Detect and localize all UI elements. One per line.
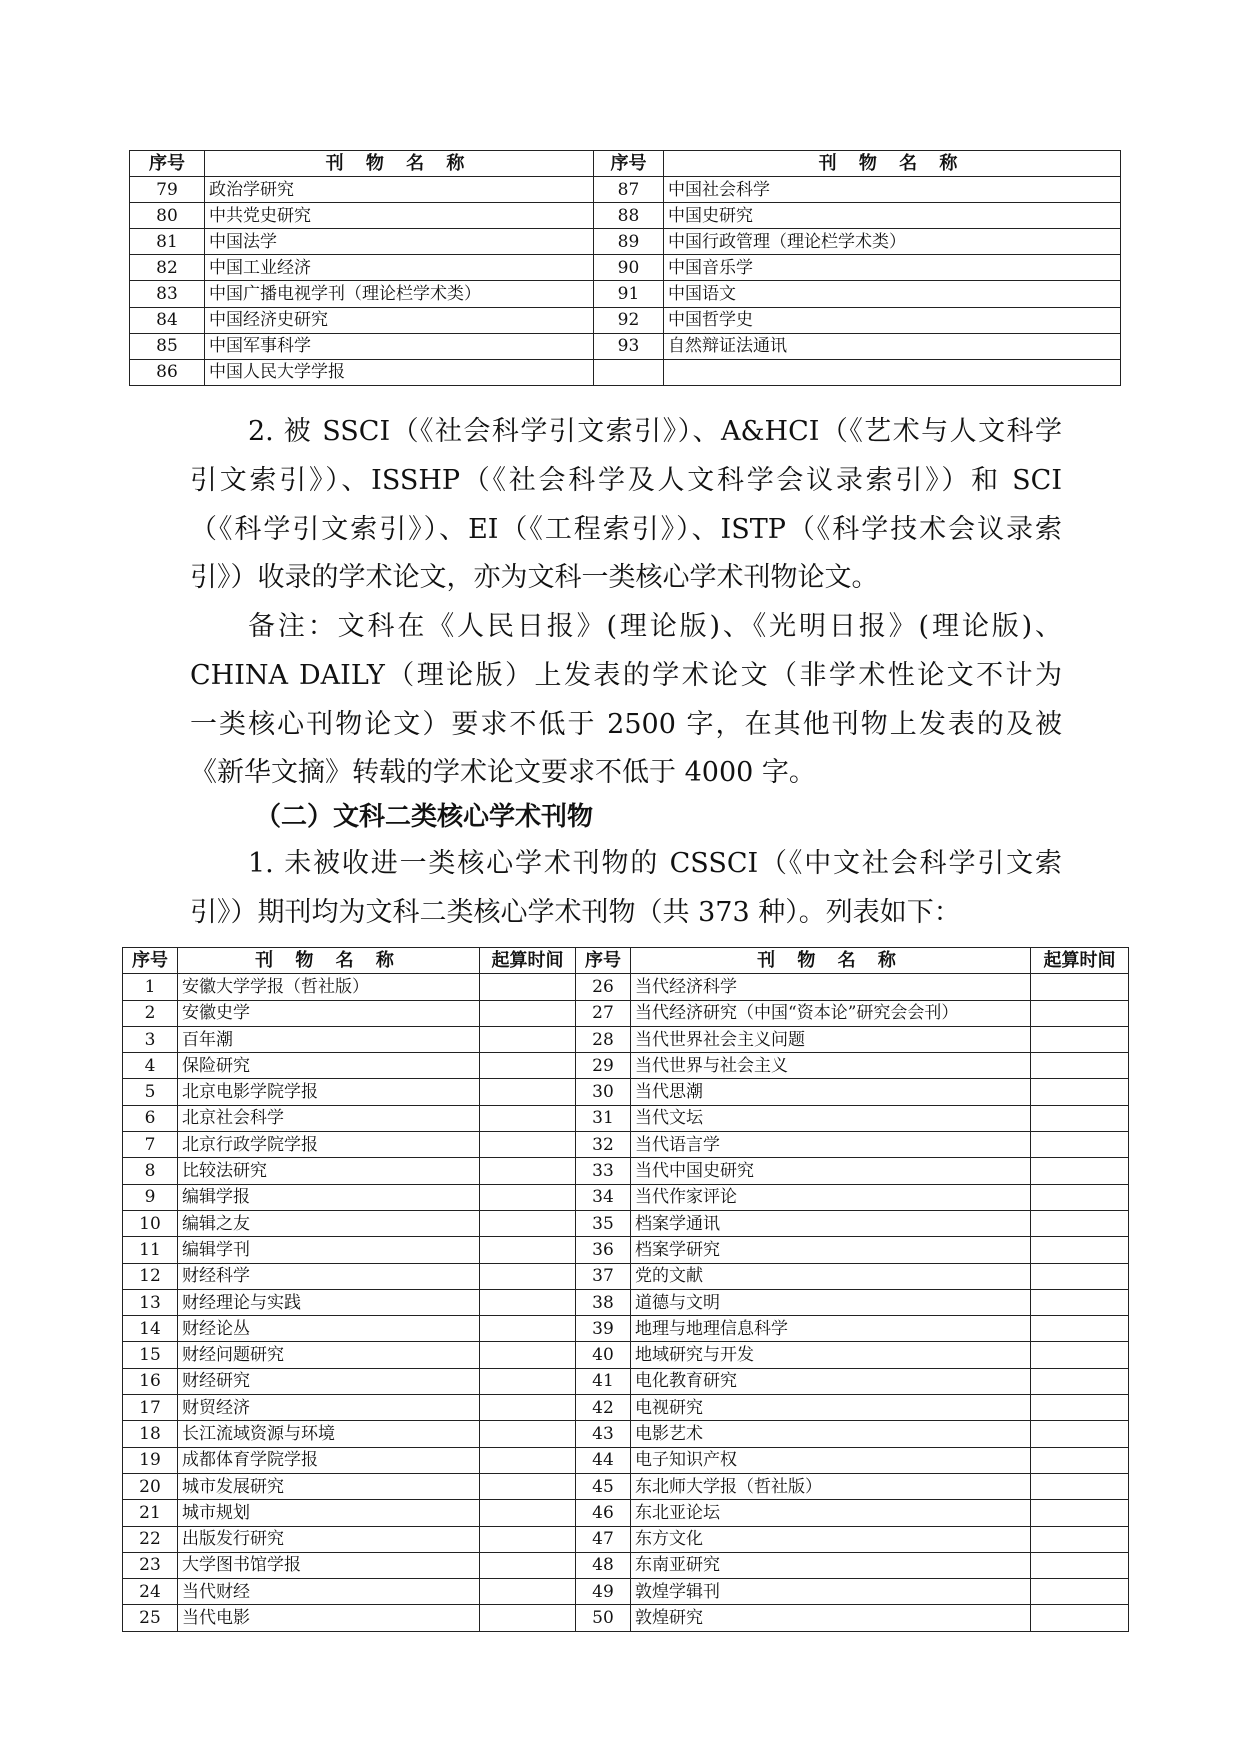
table-row — [123, 1368, 1129, 1394]
table-row — [130, 333, 1121, 359]
table-row — [123, 1316, 1129, 1342]
index-cell: 38 — [576, 1289, 631, 1315]
start-time-cell — [480, 974, 576, 1000]
journal-name-cell: 当代世界社会主义问题 — [631, 1026, 1031, 1052]
journal-name-cell: 北京行政学院学报 — [178, 1132, 480, 1158]
journal-name-cell: 东北师大学报（哲社版） — [631, 1473, 1031, 1499]
index-cell: 32 — [576, 1132, 631, 1158]
journal-name-cell — [664, 359, 1121, 385]
journal-name-cell: 城市发展研究 — [178, 1473, 480, 1499]
journal-name-cell: 财经理论与实践 — [178, 1289, 480, 1315]
journal-name-cell: 东北亚论坛 — [631, 1500, 1031, 1526]
journal-name-cell: 中国工业经济 — [205, 255, 594, 281]
journal-name-cell: 中国军事科学 — [205, 333, 594, 359]
index-cell: 28 — [576, 1026, 631, 1052]
start-time-cell — [480, 1132, 576, 1158]
start-time-cell — [480, 1552, 576, 1578]
start-time-cell — [1031, 974, 1129, 1000]
col-header-start-time: 起算时间 — [480, 948, 576, 974]
journal-name-cell: 编辑学刊 — [178, 1237, 480, 1263]
journal-name-cell: 中国社会科学 — [664, 177, 1121, 203]
index-cell: 86 — [130, 359, 205, 385]
journal-name-cell: 财经问题研究 — [178, 1342, 480, 1368]
journal-name-cell: 中国哲学史 — [664, 307, 1121, 333]
start-time-cell — [480, 1000, 576, 1026]
start-time-cell — [480, 1053, 576, 1079]
table-row — [123, 1132, 1129, 1158]
table-row — [123, 1421, 1129, 1447]
index-cell: 25 — [123, 1605, 178, 1631]
start-time-cell — [480, 1368, 576, 1394]
index-cell: 31 — [576, 1105, 631, 1131]
table-row — [130, 255, 1121, 281]
journal-name-cell: 比较法研究 — [178, 1158, 480, 1184]
index-cell: 81 — [130, 229, 205, 255]
start-time-cell — [1031, 1395, 1129, 1421]
index-cell: 1 — [123, 974, 178, 1000]
index-cell: 12 — [123, 1263, 178, 1289]
col-header-journal-name: 刊 物 名 称 — [631, 948, 1031, 974]
journal-name-cell: 中国史研究 — [664, 203, 1121, 229]
journal-name-cell: 财经科学 — [178, 1263, 480, 1289]
start-time-cell — [480, 1526, 576, 1552]
index-cell: 5 — [123, 1079, 178, 1105]
journal-name-cell: 当代经济科学 — [631, 974, 1031, 1000]
start-time-cell — [1031, 1473, 1129, 1499]
index-cell: 18 — [123, 1421, 178, 1447]
start-time-cell — [1031, 1526, 1129, 1552]
index-cell: 13 — [123, 1289, 178, 1315]
start-time-cell — [480, 1158, 576, 1184]
start-time-cell — [480, 1500, 576, 1526]
start-time-cell — [1031, 1500, 1129, 1526]
start-time-cell — [1031, 1447, 1129, 1473]
journal-name-cell: 中国语文 — [664, 281, 1121, 307]
index-cell: 43 — [576, 1421, 631, 1447]
paragraph-indexed-papers — [190, 408, 1062, 603]
journal-name-cell: 敦煌研究 — [631, 1605, 1031, 1631]
table-row — [123, 1473, 1129, 1499]
journal-name-cell: 财经研究 — [178, 1368, 480, 1394]
start-time-cell — [1031, 1263, 1129, 1289]
start-time-cell — [480, 1184, 576, 1210]
journal-name-cell: 财贸经济 — [178, 1395, 480, 1421]
journal-name-cell: 党的文献 — [631, 1263, 1031, 1289]
journal-name-cell: 中国行政管理（理论栏学术类） — [664, 229, 1121, 255]
index-cell: 26 — [576, 974, 631, 1000]
journal-name-cell: 电子知识产权 — [631, 1447, 1031, 1473]
table-row — [123, 1395, 1129, 1421]
start-time-cell — [1031, 1421, 1129, 1447]
start-time-cell — [1031, 1184, 1129, 1210]
index-cell: 49 — [576, 1579, 631, 1605]
journal-name-cell: 北京电影学院学报 — [178, 1079, 480, 1105]
paragraph-note — [190, 603, 1062, 798]
index-cell: 3 — [123, 1026, 178, 1052]
journal-name-cell: 东方文化 — [631, 1526, 1031, 1552]
journal-name-cell: 保险研究 — [178, 1053, 480, 1079]
index-cell: 88 — [594, 203, 664, 229]
journal-name-cell: 编辑之友 — [178, 1210, 480, 1236]
index-cell: 90 — [594, 255, 664, 281]
col-header-start-time: 起算时间 — [1031, 948, 1129, 974]
table-header-row — [130, 151, 1121, 177]
col-header-index: 序号 — [576, 948, 631, 974]
index-cell: 19 — [123, 1447, 178, 1473]
index-cell: 17 — [123, 1395, 178, 1421]
table-row — [123, 1263, 1129, 1289]
index-cell: 35 — [576, 1210, 631, 1236]
table-row — [123, 1237, 1129, 1263]
journal-name-cell: 东南亚研究 — [631, 1552, 1031, 1578]
journal-name-cell: 当代语言学 — [631, 1132, 1031, 1158]
index-cell: 37 — [576, 1263, 631, 1289]
table-row — [130, 281, 1121, 307]
paragraph-line: 《新华文摘》转载的学术论文要求不低于 4000 字。 — [190, 757, 816, 789]
index-cell: 40 — [576, 1342, 631, 1368]
paragraph-line: 1. 未被收进一类核心学术刊物的 CSSCI（《中文社会科学引文索 — [248, 848, 1062, 879]
index-cell: 93 — [594, 333, 664, 359]
col-header-journal-name: 刊 物 名 称 — [205, 151, 594, 177]
table-row — [123, 1053, 1129, 1079]
col-header-journal-name: 刊 物 名 称 — [664, 151, 1121, 177]
journal-name-cell: 当代思潮 — [631, 1079, 1031, 1105]
table-row — [123, 1105, 1129, 1131]
index-cell: 44 — [576, 1447, 631, 1473]
start-time-cell — [1031, 1552, 1129, 1578]
paragraph-line: 备注：文科在《人民日报》(理论版)、《光明日报》(理论版)、 — [248, 611, 1062, 642]
index-cell: 34 — [576, 1184, 631, 1210]
start-time-cell — [480, 1342, 576, 1368]
journal-name-cell: 地域研究与开发 — [631, 1342, 1031, 1368]
journal-table-top — [129, 150, 1121, 386]
table-row — [123, 1552, 1129, 1578]
start-time-cell — [480, 1289, 576, 1315]
journal-name-cell: 安徽史学 — [178, 1000, 480, 1026]
journal-name-cell: 道德与文明 — [631, 1289, 1031, 1315]
journal-name-cell: 自然辩证法通讯 — [664, 333, 1121, 359]
start-time-cell — [1031, 1237, 1129, 1263]
table-row — [130, 203, 1121, 229]
table-row — [130, 359, 1121, 385]
table-row — [130, 229, 1121, 255]
start-time-cell — [480, 1263, 576, 1289]
index-cell: 91 — [594, 281, 664, 307]
start-time-cell — [1031, 1026, 1129, 1052]
index-cell: 16 — [123, 1368, 178, 1394]
journal-name-cell: 当代文坛 — [631, 1105, 1031, 1131]
table-body — [130, 177, 1121, 386]
index-cell: 50 — [576, 1605, 631, 1631]
journal-name-cell: 财经论丛 — [178, 1316, 480, 1342]
start-time-cell — [480, 1210, 576, 1236]
journal-name-cell: 安徽大学学报（哲社版） — [178, 974, 480, 1000]
journal-name-cell: 政治学研究 — [205, 177, 594, 203]
start-time-cell — [1031, 1368, 1129, 1394]
journal-name-cell: 当代世界与社会主义 — [631, 1053, 1031, 1079]
start-time-cell — [480, 1579, 576, 1605]
paragraph-line: 一类核心刊物论文）要求不低于 2500 字，在其他刊物上发表的及被 — [190, 708, 1062, 740]
journal-name-cell: 电视研究 — [631, 1395, 1031, 1421]
table-body — [123, 974, 1129, 1631]
start-time-cell — [1031, 1105, 1129, 1131]
table-row — [123, 974, 1129, 1000]
col-header-index: 序号 — [130, 151, 205, 177]
index-cell: 29 — [576, 1053, 631, 1079]
index-cell: 11 — [123, 1237, 178, 1263]
table-row — [123, 1605, 1129, 1631]
journal-name-cell: 档案学研究 — [631, 1237, 1031, 1263]
start-time-cell — [480, 1605, 576, 1631]
start-time-cell — [480, 1026, 576, 1052]
table-row — [123, 1500, 1129, 1526]
table-row — [123, 1026, 1129, 1052]
table-row — [123, 1079, 1129, 1105]
index-cell: 82 — [130, 255, 205, 281]
index-cell: 9 — [123, 1184, 178, 1210]
index-cell: 79 — [130, 177, 205, 203]
col-header-index: 序号 — [594, 151, 664, 177]
start-time-cell — [480, 1237, 576, 1263]
start-time-cell — [1031, 1605, 1129, 1631]
start-time-cell — [480, 1316, 576, 1342]
index-cell: 41 — [576, 1368, 631, 1394]
index-cell: 39 — [576, 1316, 631, 1342]
journal-name-cell: 长江流域资源与环境 — [178, 1421, 480, 1447]
journal-name-cell: 城市规划 — [178, 1500, 480, 1526]
index-cell: 45 — [576, 1473, 631, 1499]
paragraph-cssci — [190, 840, 1062, 938]
table-row — [123, 1184, 1129, 1210]
start-time-cell — [480, 1105, 576, 1131]
journal-name-cell: 电影艺术 — [631, 1421, 1031, 1447]
journal-name-cell: 敦煌学辑刊 — [631, 1579, 1031, 1605]
journal-table-bottom — [122, 947, 1129, 1632]
journal-name-cell: 档案学通讯 — [631, 1210, 1031, 1236]
index-cell: 2 — [123, 1000, 178, 1026]
index-cell: 89 — [594, 229, 664, 255]
journal-name-cell: 大学图书馆学报 — [178, 1552, 480, 1578]
index-cell: 92 — [594, 307, 664, 333]
paragraph-line: （《科学引文索引》）、EI（《工程索引》）、ISTP（《科学技术会议录索 — [190, 513, 1062, 545]
journal-name-cell: 北京社会科学 — [178, 1105, 480, 1131]
journal-name-cell: 当代中国史研究 — [631, 1158, 1031, 1184]
col-header-index: 序号 — [123, 948, 178, 974]
journal-name-cell: 中国广播电视学刊（理论栏学术类） — [205, 281, 594, 307]
table-row — [123, 1289, 1129, 1315]
journal-name-cell: 中国法学 — [205, 229, 594, 255]
index-cell: 8 — [123, 1158, 178, 1184]
paragraph-line: 2. 被 SSCI（《社会科学引文索引》）、A&HCI（《艺术与人文科学 — [248, 416, 1062, 447]
index-cell: 24 — [123, 1579, 178, 1605]
index-cell: 80 — [130, 203, 205, 229]
journal-name-cell: 中国人民大学学报 — [205, 359, 594, 385]
start-time-cell — [1031, 1158, 1129, 1184]
journal-name-cell: 中共党史研究 — [205, 203, 594, 229]
index-cell: 33 — [576, 1158, 631, 1184]
index-cell: 15 — [123, 1342, 178, 1368]
index-cell: 30 — [576, 1079, 631, 1105]
index-cell: 84 — [130, 307, 205, 333]
index-cell: 85 — [130, 333, 205, 359]
start-time-cell — [480, 1421, 576, 1447]
journal-name-cell: 当代作家评论 — [631, 1184, 1031, 1210]
journal-name-cell: 电化教育研究 — [631, 1368, 1031, 1394]
journal-name-cell: 中国音乐学 — [664, 255, 1121, 281]
start-time-cell — [480, 1395, 576, 1421]
table-row — [123, 1579, 1129, 1605]
table-row — [123, 1526, 1129, 1552]
start-time-cell — [1031, 1000, 1129, 1026]
journal-name-cell: 当代财经 — [178, 1579, 480, 1605]
table-row — [130, 307, 1121, 333]
index-cell: 36 — [576, 1237, 631, 1263]
index-cell: 22 — [123, 1526, 178, 1552]
journal-name-cell: 地理与地理信息科学 — [631, 1316, 1031, 1342]
index-cell: 10 — [123, 1210, 178, 1236]
paragraph-line: 引文索引》）、ISSHP（《社会科学及人文科学会议录索引》）和 SCI — [190, 464, 1062, 496]
table-row — [123, 1000, 1129, 1026]
table-header-row — [123, 948, 1129, 974]
table-row — [123, 1210, 1129, 1236]
start-time-cell — [480, 1447, 576, 1473]
start-time-cell — [1031, 1053, 1129, 1079]
start-time-cell — [1031, 1210, 1129, 1236]
index-cell: 48 — [576, 1552, 631, 1578]
start-time-cell — [1031, 1132, 1129, 1158]
journal-name-cell: 出版发行研究 — [178, 1526, 480, 1552]
index-cell: 6 — [123, 1105, 178, 1131]
index-cell: 27 — [576, 1000, 631, 1026]
index-cell: 42 — [576, 1395, 631, 1421]
start-time-cell — [1031, 1342, 1129, 1368]
index-cell: 83 — [130, 281, 205, 307]
paragraph-line: 引》）期刊均为文科二类核心学术刊物（共 373 种）。列表如下： — [190, 896, 961, 928]
index-cell: 23 — [123, 1552, 178, 1578]
section-heading: （二）文科二类核心学术刊物 — [255, 802, 594, 832]
start-time-cell — [1031, 1579, 1129, 1605]
start-time-cell — [1031, 1079, 1129, 1105]
table-row — [123, 1342, 1129, 1368]
table-row — [123, 1447, 1129, 1473]
journal-name-cell: 百年潮 — [178, 1026, 480, 1052]
table-row — [123, 1158, 1129, 1184]
start-time-cell — [480, 1473, 576, 1499]
index-cell — [594, 359, 664, 385]
start-time-cell — [1031, 1289, 1129, 1315]
col-header-journal-name: 刊 物 名 称 — [178, 948, 480, 974]
index-cell: 20 — [123, 1473, 178, 1499]
index-cell: 46 — [576, 1500, 631, 1526]
paragraph-line: CHINA DAILY（理论版）上发表的学术论文（非学术性论文不计为 — [190, 659, 1062, 691]
paragraph-line: 引》）收录的学术论文，亦为文科一类核心学术刊物论文。 — [190, 562, 879, 594]
index-cell: 14 — [123, 1316, 178, 1342]
index-cell: 87 — [594, 177, 664, 203]
start-time-cell — [480, 1079, 576, 1105]
journal-name-cell: 当代经济研究（中国“资本论”研究会会刊） — [631, 1000, 1031, 1026]
start-time-cell — [1031, 1316, 1129, 1342]
journal-name-cell: 中国经济史研究 — [205, 307, 594, 333]
index-cell: 4 — [123, 1053, 178, 1079]
index-cell: 47 — [576, 1526, 631, 1552]
table-row — [130, 177, 1121, 203]
journal-name-cell: 成都体育学院学报 — [178, 1447, 480, 1473]
index-cell: 7 — [123, 1132, 178, 1158]
index-cell: 21 — [123, 1500, 178, 1526]
journal-name-cell: 编辑学报 — [178, 1184, 480, 1210]
journal-name-cell: 当代电影 — [178, 1605, 480, 1631]
